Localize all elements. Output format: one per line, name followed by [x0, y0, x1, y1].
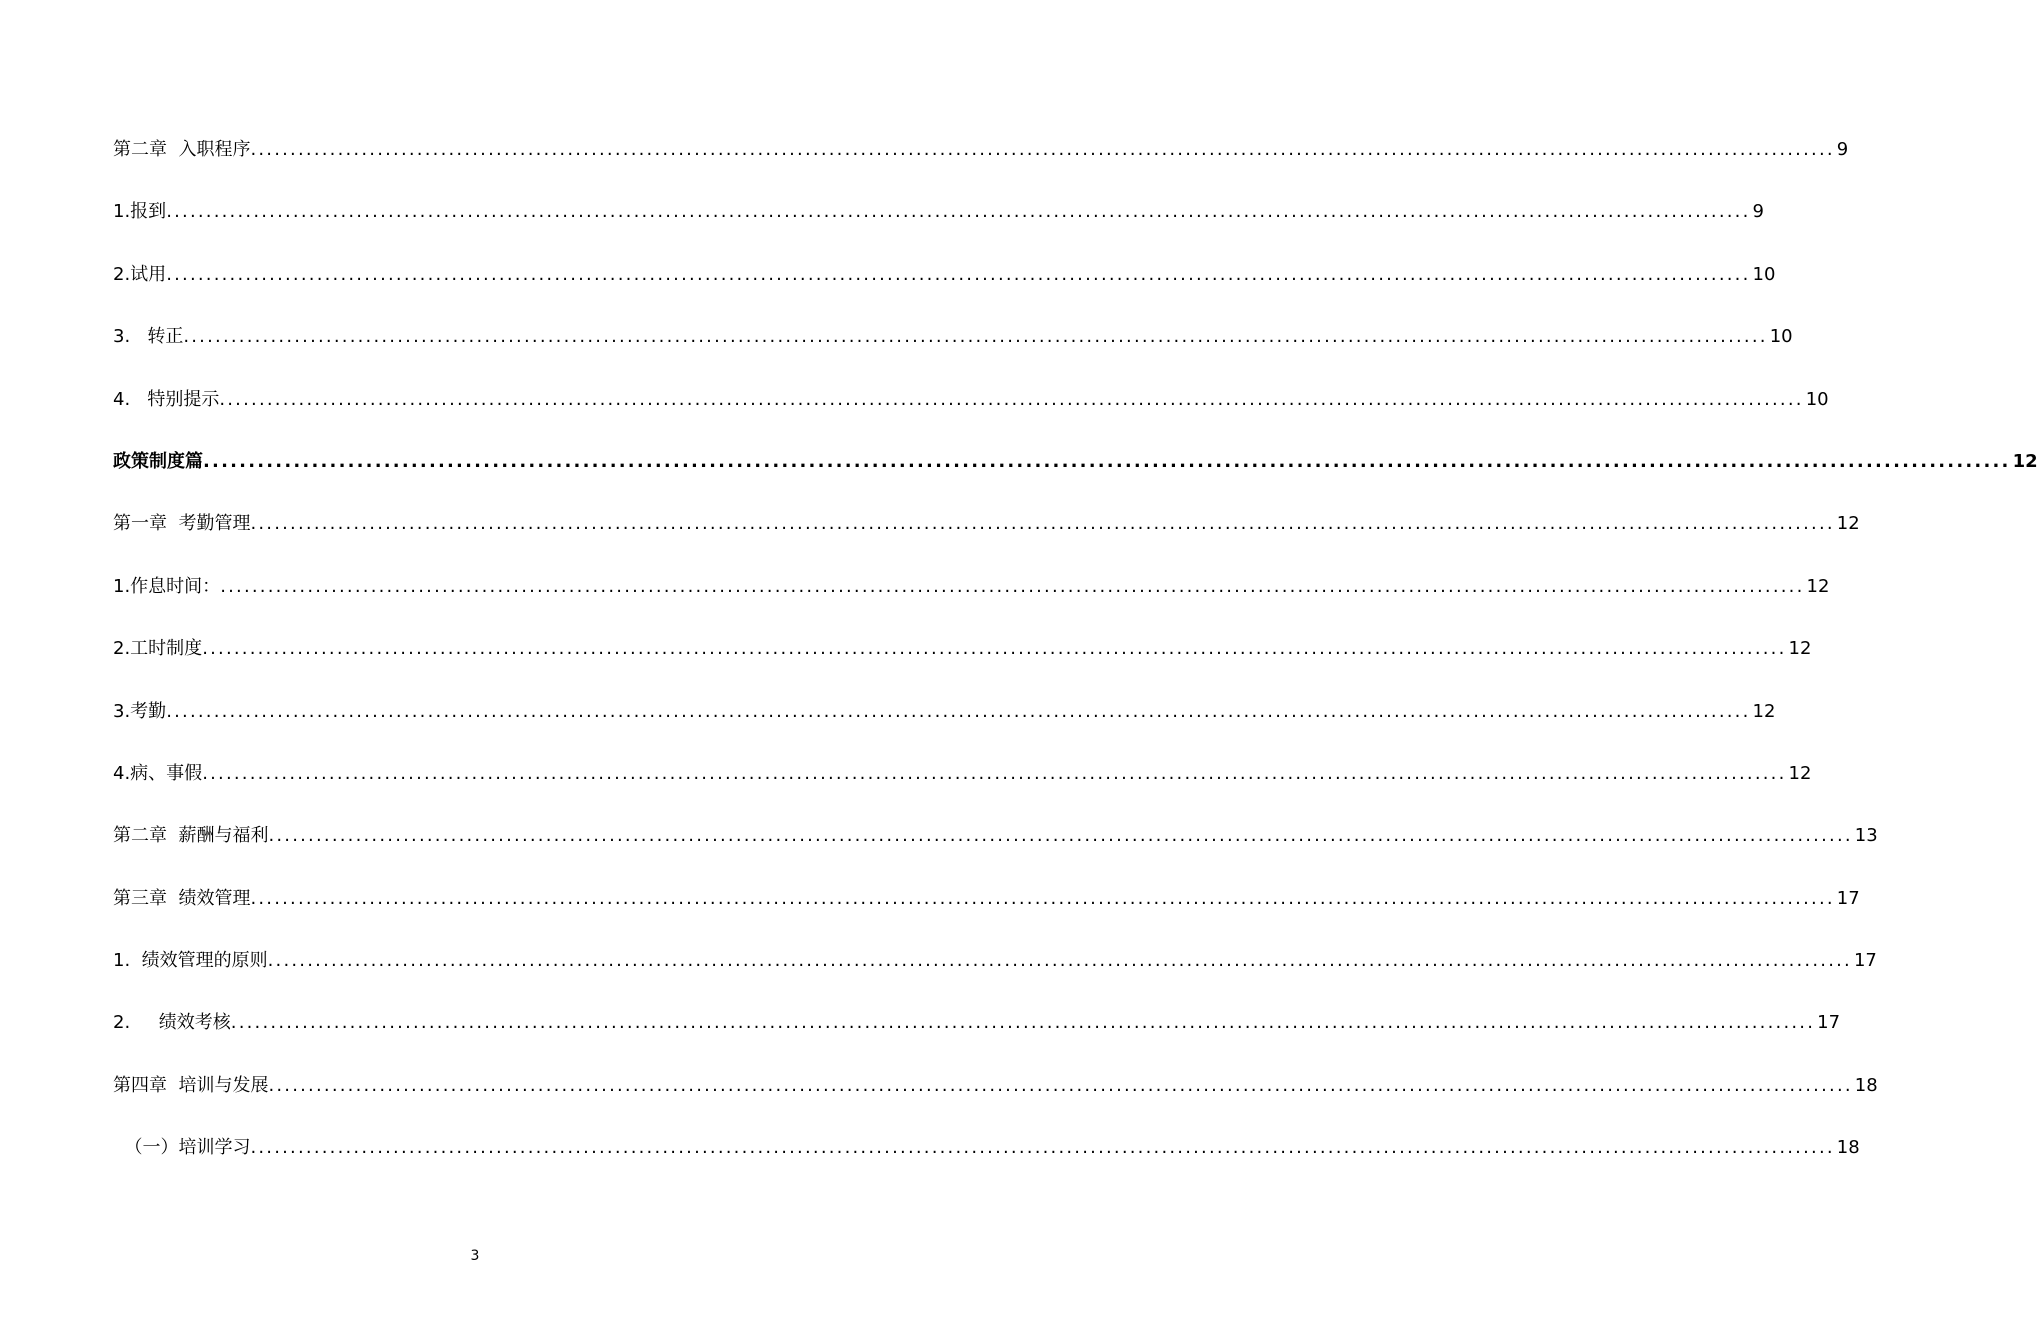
toc-entry-label: 3.考勤 [113, 700, 167, 722]
toc-entry[interactable] [113, 1003, 1841, 1065]
toc-leader-dots: ........................................................................................................................................................................................................ [268, 1074, 1853, 1096]
toc-entry-label: 第二章 入职程序 [113, 139, 251, 160]
toc-entry-label: 政策制度篇 [113, 450, 203, 472]
toc-leader-dots: ........................................................................................................................................................................................................ [250, 513, 1835, 535]
toc-entry[interactable] [113, 192, 1764, 254]
toc-entry-page: 17 [1817, 1012, 1841, 1034]
toc-entry-label: （一）培训学习 [113, 1137, 251, 1159]
toc-leader-dots: ........................................................................................................................................................................................................ [203, 450, 2011, 472]
toc-leader-dots: ........................................................................................................................................................................................................ [166, 263, 1751, 285]
table-of-contents [113, 130, 2038, 1191]
toc-entry-page: 12 [2012, 450, 2038, 472]
toc-leader-dots: ........................................................................................................................................................................................................ [250, 1137, 1835, 1159]
toc-entry-label: 4. 特别提示 [113, 388, 220, 410]
toc-entry-page: 17 [1853, 950, 1877, 972]
toc-entry-page: 9 [1836, 139, 1849, 160]
toc-entry-label: 1.报到 [113, 201, 167, 223]
toc-entry-page: 10 [1769, 326, 1793, 348]
toc-entry-page: 12 [1836, 513, 1860, 535]
toc-leader-dots: ........................................................................................................................................................................................................ [267, 950, 1852, 972]
toc-entry-page: 12 [1788, 638, 1812, 660]
toc-entry-page: 12 [1806, 575, 1830, 597]
toc-entry[interactable] [113, 629, 1812, 691]
toc-entry[interactable] [113, 317, 1793, 379]
toc-leader-dots: ........................................................................................................................................................................................................ [166, 201, 1751, 223]
toc-entry-page: 9 [1752, 201, 1764, 223]
toc-entry[interactable] [113, 504, 1860, 566]
toc-entry-page: 18 [1854, 1074, 1878, 1096]
toc-entry[interactable] [113, 567, 1830, 629]
toc-entry-page: 13 [1854, 825, 1878, 847]
toc-entry-label: 第二章 薪酬与福利 [113, 825, 269, 847]
toc-entry-page: 12 [1752, 700, 1776, 722]
toc-entry-label: 2.试用 [113, 263, 167, 285]
toc-leader-dots: ........................................................................................................................................................................................................ [202, 762, 1787, 784]
toc-entry[interactable] [113, 130, 1849, 192]
toc-leader-dots: ........................................................................................................................................................................................................ [250, 139, 1835, 160]
toc-leader-dots: ........................................................................................................................................................................................................ [230, 1012, 1816, 1034]
toc-entry-section-heading[interactable] [113, 442, 2038, 504]
toc-leader-dots: ........................................................................................................................................................................................................ [219, 388, 1804, 410]
toc-entry-page: 10 [1805, 388, 1829, 410]
toc-entry-page: 17 [1836, 887, 1860, 909]
toc-entry-page: 10 [1752, 263, 1776, 285]
toc-entry-label: 1.作息时间： [113, 575, 221, 597]
toc-entry[interactable] [113, 754, 1812, 816]
toc-entry[interactable] [113, 1066, 1878, 1128]
toc-entry-label: 第三章 绩效管理 [113, 887, 251, 909]
toc-entry[interactable] [113, 380, 1829, 442]
toc-entry-label: 3. 转正 [113, 326, 184, 348]
page-number: 3 [470, 1248, 480, 1264]
toc-entry[interactable] [113, 255, 1776, 317]
toc-entry-label: 2.工时制度 [113, 638, 203, 660]
toc-entry-label: 2. 绩效考核 [113, 1012, 231, 1034]
toc-entry-label: 1. 绩效管理的原则 [113, 950, 268, 972]
toc-leader-dots: ........................................................................................................................................................................................................ [268, 825, 1853, 847]
toc-leader-dots: ........................................................................................................................................................................................................ [220, 575, 1805, 597]
toc-entry[interactable] [113, 1128, 1860, 1190]
toc-leader-dots: ........................................................................................................................................................................................................ [183, 326, 1768, 348]
toc-leader-dots: ........................................................................................................................................................................................................ [166, 700, 1751, 722]
toc-entry-label: 第一章 考勤管理 [113, 513, 251, 535]
toc-entry[interactable] [113, 941, 1877, 1003]
toc-entry-label: 第四章 培训与发展 [113, 1074, 269, 1096]
toc-entry[interactable] [113, 692, 1776, 754]
toc-entry[interactable] [113, 879, 1860, 941]
toc-entry-page: 12 [1788, 762, 1812, 784]
toc-entry-page: 18 [1836, 1137, 1860, 1159]
toc-leader-dots: ........................................................................................................................................................................................................ [202, 638, 1787, 660]
toc-entry[interactable] [113, 816, 1878, 878]
toc-entry-label: 4.病、事假 [113, 762, 203, 784]
toc-leader-dots: ........................................................................................................................................................................................................ [250, 887, 1835, 909]
